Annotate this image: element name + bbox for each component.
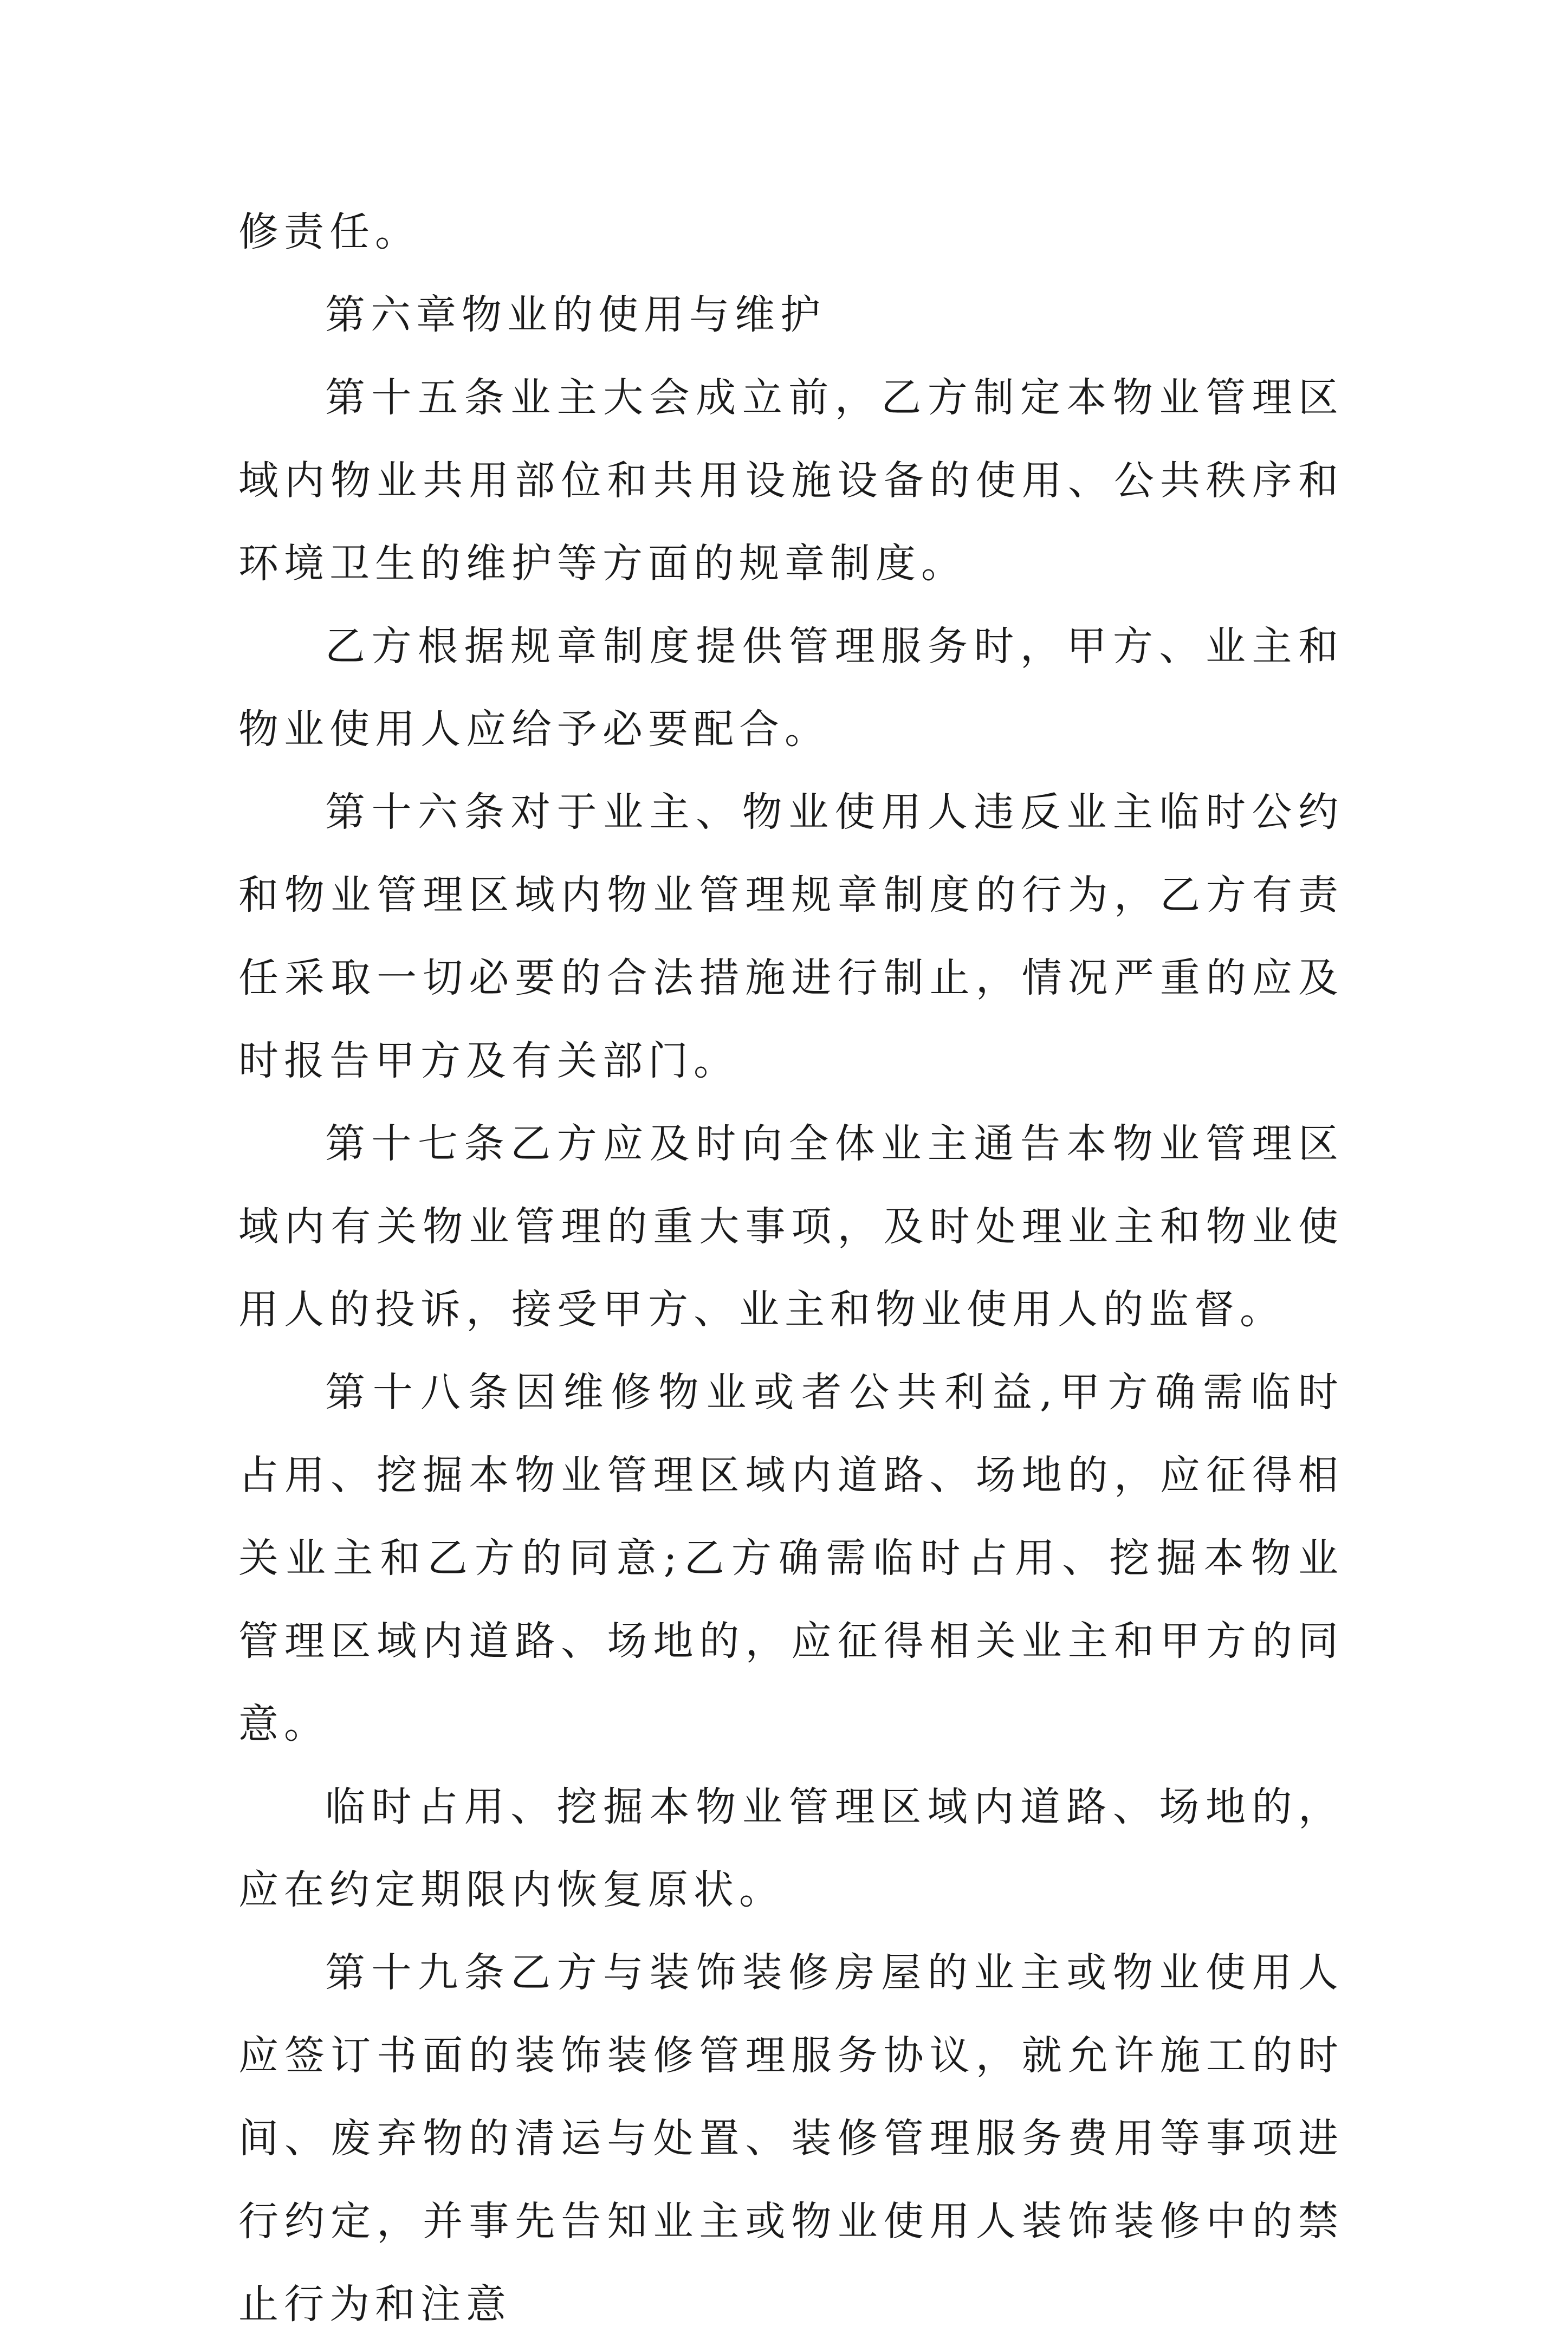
article-15: 第十五条业主大会成立前，乙方制定本物业管理区域内物业共用部位和共用设施设备的使用、公共秩序和环境卫生的维护等方面的规章制度。 [238,374,1344,587]
document-body [238,191,1344,2346]
article-16: 第十六条对于业主、物业使用人违反业主临时公约和物业管理区域内物业管理规章制度的行为，乙方有责任采取一切必要的合法措施进行制止，情况严重的应及时报告甲方及有关部门。 [238,789,1344,1084]
article-18: 第十八条因维修物业或者公共利益,甲方确需临时占用、挖掘本物业管理区域内道路、场地的，应征得相关业主和乙方的同意;乙方确需临时占用、挖掘本物业管理区域内道路、场地的，应征得相关业主和甲方的同意。 [238,1369,1344,1747]
article-19: 第十九条乙方与装饰装修房屋的业主或物业使用人应签订书面的装饰装修管理服务协议，就允许施工的时间、废弃物的清运与处置、装修管理服务费用等事项进行约定，并事先告知业主或物业使用人装饰装修中的禁止行为和注意 [238,1949,1344,2328]
paragraph-continuation: 修责任。 [238,209,420,255]
article-15-paragraph-2: 乙方根据规章制度提供管理服务时，甲方、业主和物业使用人应给予必要配合。 [238,623,1344,753]
article-17: 第十七条乙方应及时向全体业主通告本物业管理区域内有关物业管理的重大事项，及时处理业主和物业使用人的投诉，接受甲方、业主和物业使用人的监督。 [238,1120,1344,1333]
chapter-heading: 第六章物业的使用与维护 [325,291,826,338]
article-18-paragraph-2: 临时占用、挖掘本物业管理区域内道路、场地的，应在约定期限内恢复原状。 [238,1784,1344,1913]
